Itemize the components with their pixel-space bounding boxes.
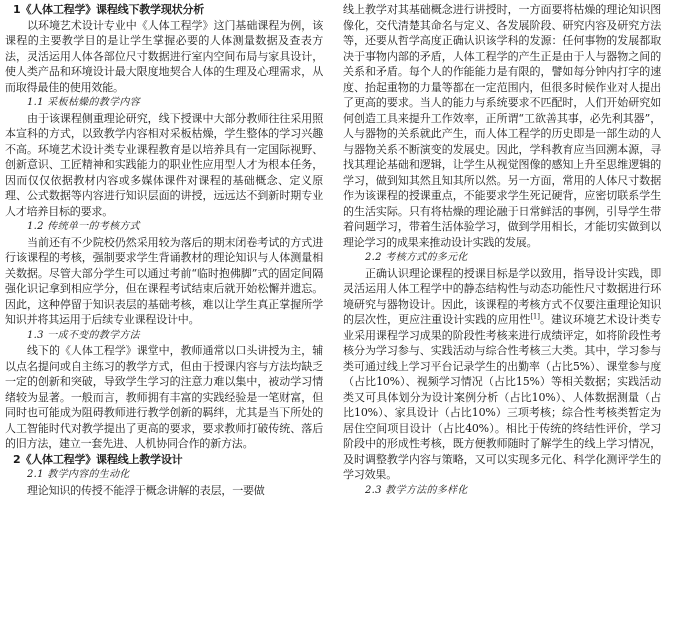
section-2-1-paragraph-start: 理论知识的传授不能浮于概念讲解的表层，一要做 — [27, 483, 265, 497]
section-2-heading: 2《人体工程学》课程线上教学设计 — [13, 452, 183, 466]
section-1-1-heading: 1.1 采板枯燥的教学内容 — [27, 97, 140, 108]
section-1-3-heading: 1.3 一成不变的教学方法 — [27, 329, 140, 341]
section-2-2-text-a: 正确认识理论课程的授课目标是学以致用，指导设计实践，即灵活运用人体工程学中的静态结构性与动态功能性尺寸数据进行环境研究与器物设计。因此，该课程的考核方式不仅要注重理论知识的层次性，更应注重设计实践的应用性 — [343, 266, 661, 326]
section-1-2-paragraph: 当前还有不少院校仍然采用较为落后的期末闭卷考试的方式进行该课程的考核，强制要求学生背诵教材的理论知识与人体测量相关数据。尽管大部分学生可以通过考前“临时抱佛脚”式的固定间隔强化识记拿到相应学分，但在课程考试结束后就开始松懈并遗忘。因此，这种停留于知识表层的基础考核，难以让学生真正掌握所学知识并将其运用于后续专业课程设计中。 — [5, 235, 323, 326]
section-1-3-paragraph: 线下的《人体工程学》课堂中，教师通常以口头讲授为主，辅以点名提问或自主练习的教学方式，但由于授课内容与方法均缺乏一定的创新和突破，导致学生学习的注意力难以集中，被动学习情绪较为显著。一般而言，教师拥有丰富的实践经验是一笔财富，但同时也可能成为阻碍教师进行教学创新的羁绊，尤其是当下所处的人工智能时代对教学提出了更高的要求，要求教师打破传统、落后的旧方法，建立一套先进、人机协同合作的新方法。 — [5, 344, 323, 450]
section-2-2-heading: 2.2 考核方式的多元化 — [365, 252, 468, 263]
section-1-heading: 1《人体工程学》课程线下教学现状分析 — [13, 3, 205, 16]
section-1-2-heading: 1.2 传统单一的考核方式 — [27, 221, 140, 232]
right-column — [343, 2, 661, 498]
section-1-intro-paragraph: 以环境艺术设计专业中《人体工程学》这门基础课程为例，该课程的主要教学目的是让学生掌握必要的人体测量数据及查表方法，灵活运用人体各部位尺寸数据进行室内空间布局与家具设计，使人类产品和环境设计最大限度地契合人体的生理及心理需求，从而取得最佳的使用效能。 — [5, 18, 323, 94]
section-1-1-paragraph: 由于该课程侧重理论研究，线下授课中大部分教师往往采用照本宣科的方式，以致教学内容相对采板枯燥，学生整体的学习兴趣不高。环境艺术设计类专业课程教育是以培养具有一定国际视野、创新意识、工匠精神和实践能力的职业性应用型人才为根本任务，因而仅仅依据教材内容或多媒体课件对课程的基础概念、定义原理、公式数据等内容进行知识层面的讲授，远远达不到新时期专业人才培养目标的要求。 — [5, 111, 323, 218]
left-column — [5, 2, 323, 498]
section-2-1-paragraph-continued: 线上教学对其基础概念进行讲授时，一方面要将枯燥的理论知识图像化，交代清楚其命名与定义、各发展阶段、研究内容及研究方法等，还要从哲学高度正确认识该学科的发源：任何事物的发展都取决于事物内部的矛盾，人体工程学的产生正是由于人与器物之间的关系和矛盾。每个人的作能能力是有限的，譬如每分钟内打字的速度、抬起重物的力量等都在一定范围内，但很多时候作业对人提出了更高的要求。当人的能力与系统要求不匹配时，人们开始研究如何创造工具来提升工作效率，正所谓“工欲善其事，必先利其器”，人与器物的关系就此产生，而人体工程学的历史即是一部生动的人与器物关系不断演变的发展史。因此，学科教育应当回溯本源，寻找其理论基础和逻辑，让学生从视觉图像的感知上升至思维逻辑的学习，做到知其然且知其所以然。另一方面，常用的人体尺寸数据作为该课程的授课重点，不能要求学生死记硬背，应密切联系学生的生活实际。只有将枯燥的理论融于日常鲜活的事例，引导学生带着问题学习，带着生活体验学习，做到学用相长，才能切实做到以理论学习的成果来推动设计实践的发展。 — [343, 3, 661, 249]
section-2-2-text-b: 。建议环境艺术设计类专业采用课程学习成果的阶段性考核来进行成绩评定，如将阶段性考核分为学习参与、实践活动与综合性考核三大类。其中，学习参与类可通过线上学习平台记录学生的出勤率（占比5%）、课堂参与度（占比10%）、视频学习情况（占比15%）等相关数据；实践活动类又可具体划分为设计案例分析（占比10%）、人体数据测量（占比10%）、家具设计（占比10%）三项考核；综合性考核类暂定为居住空间项目设计（占比40%）。相比于传统的终结性评价，学习阶段中的形成性考核，既方便教师随时了解学生的线上学习情况，及时调整教学内容与策略，又可以实现多元化、科学化测评学生的学习效果。 — [343, 313, 661, 481]
section-2-3-heading: 2.3 教学方法的多样化 — [365, 484, 468, 496]
citation-1: [1] — [530, 312, 540, 321]
section-2-1-heading: 2.1 教学内容的生动化 — [27, 469, 130, 480]
section-2-2-paragraph — [343, 266, 661, 483]
